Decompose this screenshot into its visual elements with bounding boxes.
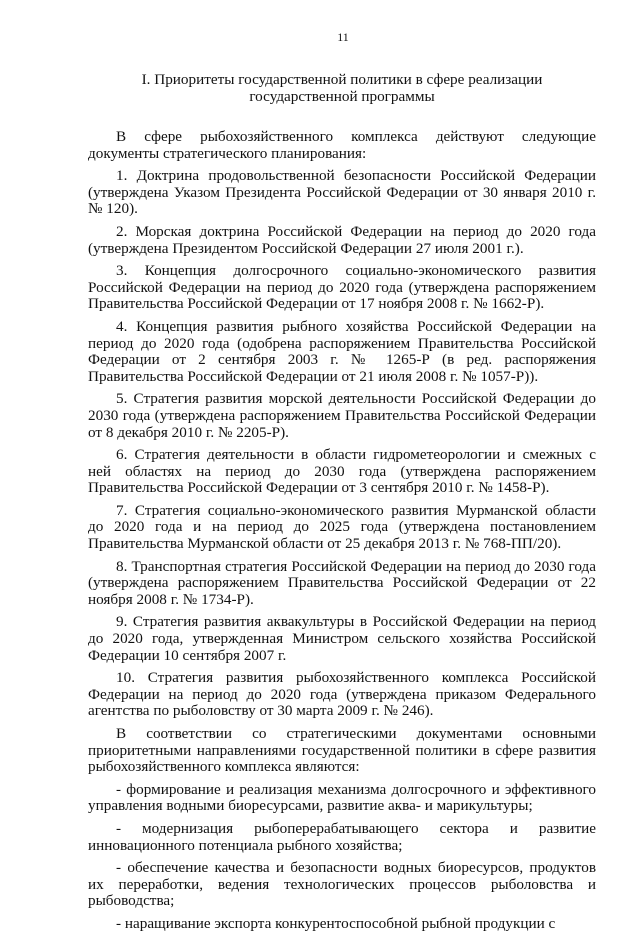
priority-item: - модернизация рыбоперерабатывающего сектора и развитие инновационного потенциала рыбного хозяйства;	[88, 819, 596, 854]
priority-item: - обеспечение качества и безопасности водных биоресурсов, продуктов их переработки, ведения технологических процессов рыболовства и рыбоводства;	[88, 859, 596, 910]
priority-item: - формирование и реализация механизма долгосрочного и эффективного управления водными биоресурсами, развитие аква- и марикультуры;	[88, 780, 596, 815]
list-item-10: 10. Стратегия развития рыбохозяйственного комплекса Российской Федерации на период до 2020 года (утверждена приказом Федерального агентства по рыболовству от 30 марта 2009 г. № 246).	[88, 669, 596, 720]
list-item-5: 5. Стратегия развития морской деятельности Российской Федерации до 2030 года (утверждена распоряжением Правительства Российской Федерации от 8 декабря 2010 г. № 2205-Р).	[88, 390, 596, 441]
intro-paragraph: В сфере рыбохозяйственного комплекса действуют следующие документы стратегического планирования:	[88, 128, 596, 162]
priority-item: - наращивание экспорта конкурентоспособной рыбной продукции с	[116, 914, 556, 932]
list-item-9: 9. Стратегия развития аквакультуры в Российской Федерации на период до 2020 года, утвержденная Министром сельского хозяйства Российской Федерации 10 сентября 2007 г.	[88, 613, 596, 664]
page-number: 11	[337, 30, 349, 44]
list-item-3: 3. Концепция долгосрочного социально-экономического развития Российской Федерации на период до 2020 года (утверждена распоряжением Правительства Российской Федерации от 17 ноября 2008 г. № 1662-Р).	[88, 262, 596, 313]
list-item-2: 2. Морская доктрина Российской Федерации на период до 2020 года (утверждена Президентом Российской Федерации 27 июля 2001 г.).	[88, 222, 596, 257]
list-item-4: 4. Концепция развития рыбного хозяйства Российской Федерации на период до 2020 года (одобрена распоряжением Правительства Российской Федерации от 2 сентября 2003 г. № 1265-Р (в ред. распоряжения Правительства Российской Федерации от 21 июля 2008 г. № 1057-Р)).	[88, 317, 596, 385]
list-item-6: 6. Стратегия деятельности в области гидрометеорологии и смежных с ней областях на период до 2030 года (утверждена распоряжением Правительства Российской Федерации от 3 сентября 2010 г. № 1458-Р).	[88, 446, 596, 497]
priorities-intro-paragraph: В соответствии со стратегическими документами основными приоритетными направлениями государственной политики в сфере развития рыбохозяйственного комплекса являются:	[88, 725, 596, 776]
list-item-8: 8. Транспортная стратегия Российской Федерации на период до 2030 года (утверждена распоряжением Правительства Российской Федерации от 22 ноября 2008 г. № 1734-Р).	[88, 557, 596, 608]
list-item-1: 1. Доктрина продовольственной безопасности Российской Федерации (утверждена Указом Президента Российской Федерации от 30 января 2010 г. № 120).	[88, 167, 596, 218]
list-item-7: 7. Стратегия социально-экономического развития Мурманской области до 2020 года и на период до 2025 года (утверждена постановлением Правительства Мурманской области от 25 декабря 2013 г. № 768-ПП/20).	[88, 501, 596, 553]
section-title: I. Приоритеты государственной политики в сфере реализации государственной программы	[141, 71, 543, 105]
